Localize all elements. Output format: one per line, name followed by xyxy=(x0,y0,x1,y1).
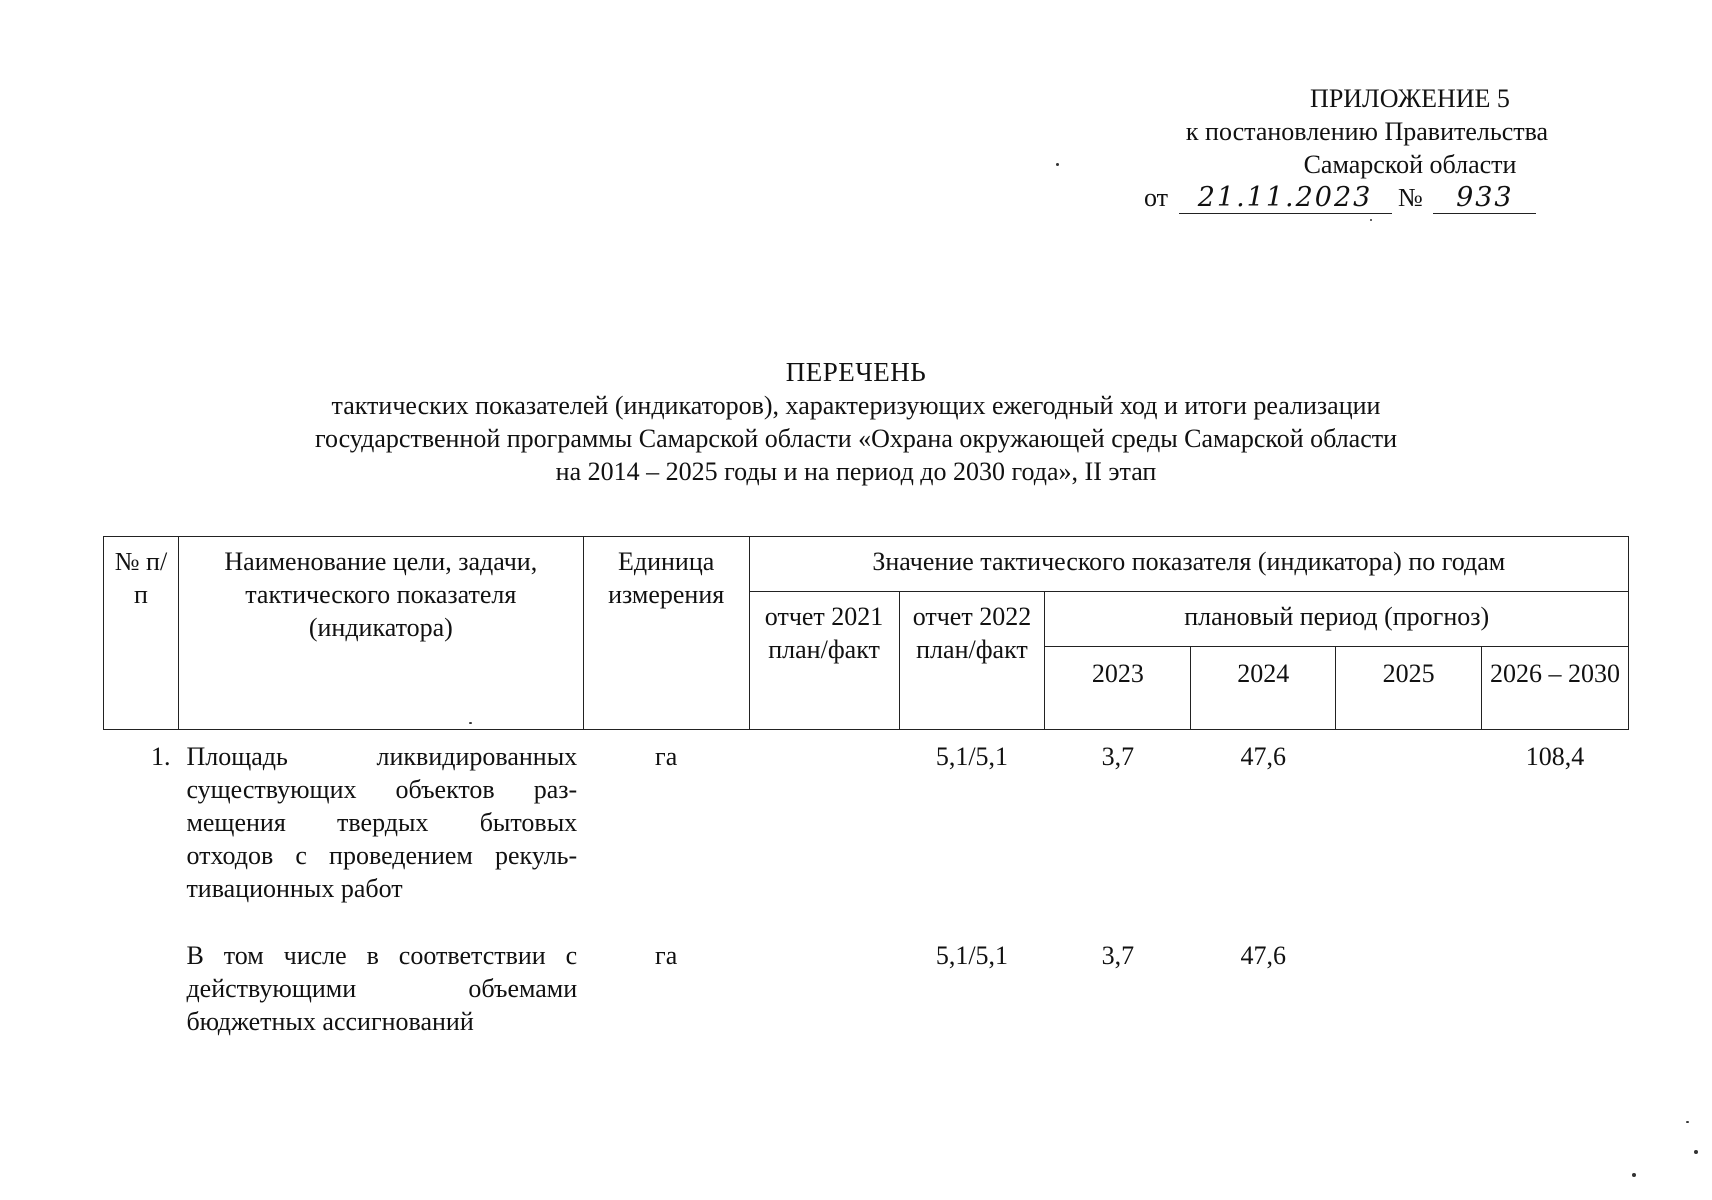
header-2023: 2023 xyxy=(1045,647,1191,730)
row-2023: 3,7 xyxy=(1101,742,1135,771)
table-row xyxy=(104,730,1629,932)
row-num: 1. xyxy=(150,742,171,771)
scan-speck xyxy=(1694,1150,1698,1154)
appendix-label: ПРИЛОЖЕНИЕ 5 xyxy=(1310,84,1510,113)
row-2026-2030 xyxy=(1482,931,1629,1038)
row-name: В том числе в соответствии с действующими объемами бюджетных ассигнований xyxy=(186,941,578,1036)
scan-speck xyxy=(1370,219,1372,221)
header-name: Наименование цели, задачи, тактического показателя (индикатора) xyxy=(178,537,583,730)
row-2025 xyxy=(1336,931,1482,1038)
title-line-3: на 2014 – 2025 годы и на период до 2030 года», II этап xyxy=(555,457,1157,486)
resolution-line: к постановлению Правительства xyxy=(1185,117,1549,146)
header-2025: 2025 xyxy=(1336,647,1482,730)
header-2026-2030: 2026 – 2030 xyxy=(1482,647,1629,730)
handwritten-number: 933 xyxy=(1433,183,1536,214)
handwritten-date: 21.11.2023 xyxy=(1179,183,1392,214)
header-values-by-year: Значение тактического показателя (индикатора) по годам xyxy=(749,537,1628,592)
from-prefix: от xyxy=(1144,183,1169,212)
row-num xyxy=(104,931,179,1038)
row-name: Площадь ликвидированных существующих объектов раз-мещения твердых бытовых отходов с проведением рекуль-тивационных работ xyxy=(186,742,578,903)
table-row xyxy=(104,931,1629,1038)
row-2021 xyxy=(749,931,899,1038)
indicators-table xyxy=(103,536,1629,1038)
scan-speck xyxy=(1686,1121,1689,1123)
row-2024: 47,6 xyxy=(1240,742,1286,771)
header-report-2022: отчет 2022 план/факт xyxy=(899,592,1045,730)
row-2026-2030: 108,4 xyxy=(1525,742,1585,771)
row-2022: 5,1/5,1 xyxy=(935,941,1009,970)
row-unit: га xyxy=(655,742,678,771)
row-unit: га xyxy=(655,941,678,970)
header-planned-period: плановый период (прогноз) xyxy=(1045,592,1629,647)
row-2023: 3,7 xyxy=(1101,941,1135,970)
scan-speck xyxy=(469,722,472,724)
title-line-2: государственной программы Самарской области «Охрана окружающей среды Самарской области xyxy=(314,424,1398,453)
title-heading: ПЕРЕЧЕНЬ xyxy=(785,357,927,387)
region-line: Самарской области xyxy=(1303,150,1517,179)
appendix-header xyxy=(1144,82,1625,213)
title-line-1: тактических показателей (индикаторов), характеризующих ежегодный ход и итоги реализации xyxy=(331,391,1381,420)
row-2025 xyxy=(1336,730,1482,932)
header-unit: Единица измерения xyxy=(583,537,749,730)
scan-speck xyxy=(1632,1173,1636,1177)
date-number-line xyxy=(1144,181,1536,214)
row-2024: 47,6 xyxy=(1240,941,1286,970)
row-2022: 5,1/5,1 xyxy=(935,742,1009,771)
scan-speck xyxy=(1056,163,1059,166)
header-2024: 2024 xyxy=(1191,647,1336,730)
header-num: № п/п xyxy=(104,537,179,730)
header-report-2021: отчет 2021 план/факт xyxy=(749,592,899,730)
row-2021 xyxy=(749,730,899,932)
document-title xyxy=(0,356,1712,488)
number-sign: № xyxy=(1398,183,1423,212)
